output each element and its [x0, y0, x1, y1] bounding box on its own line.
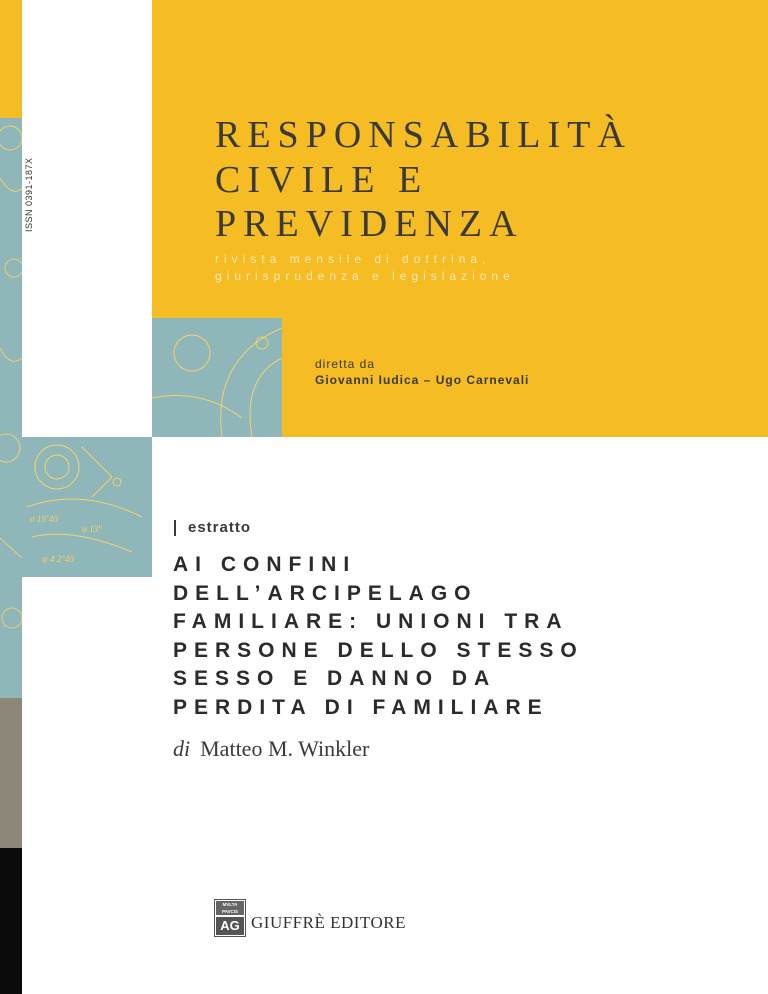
star-chart-drawing-left [22, 437, 152, 577]
left-strip-star-chart-lines [0, 118, 22, 698]
article-title-line-3: FAMILIARE: UNIONI TRA [173, 610, 569, 633]
journal-title-line-2: CIVILE E [215, 159, 429, 201]
strip-gray-segment [0, 698, 22, 848]
estratto-label: estratto [188, 519, 252, 536]
journal-subtitle-line-1: rivista mensile di dottrina, [215, 252, 491, 266]
article-title-line-5: SESSO E DANNO DA [173, 667, 497, 690]
author-name: Matteo M. Winkler [200, 736, 370, 761]
svg-text:ψ 4 2°40: ψ 4 2°40 [42, 554, 74, 564]
journal-subtitle-line-2: giurisprudenza e legislazione [215, 269, 515, 283]
directors-names: Giovanni Iudica – Ugo Carnevali [315, 373, 530, 387]
journal-title-line-3: PREVIDENZA [215, 203, 524, 245]
article-title-line-4: PERSONE DELLO STESSO [173, 638, 584, 662]
svg-text:σ 19˚40: σ 19˚40 [30, 514, 58, 524]
article-title-line-6: PERDITA DI FAMILIARE [173, 695, 549, 719]
journal-title-line-1: RESPONSABILITÀ [215, 114, 632, 156]
star-chart-panel-left [22, 437, 152, 577]
strip-yellow-segment [0, 0, 22, 118]
author-byline [173, 736, 369, 762]
publisher-name: GIUFFRÈ EDITORE [251, 913, 406, 932]
journal-header-block [152, 0, 768, 437]
strip-black-segment [0, 848, 22, 994]
publisher-logo-initials: AG [216, 917, 244, 935]
publisher-logo-motto: MVLTA PAVCIS [216, 901, 244, 915]
article-title-line-1: AI CONFINI [173, 553, 357, 576]
svg-text:φ 13°: φ 13° [82, 524, 102, 534]
article-title-line-2: DELL’ARCIPELAGO [173, 581, 478, 605]
article-title [173, 551, 733, 722]
star-chart-drawing-top [152, 318, 282, 437]
author-prefix: di [173, 736, 191, 761]
estratto-divider-bar [174, 520, 176, 536]
star-chart-panel-top [152, 318, 282, 437]
directed-by-label: diretta da [315, 357, 376, 371]
publisher-logo [214, 899, 246, 937]
issn-label: ISSN 0391-187X [24, 157, 34, 232]
